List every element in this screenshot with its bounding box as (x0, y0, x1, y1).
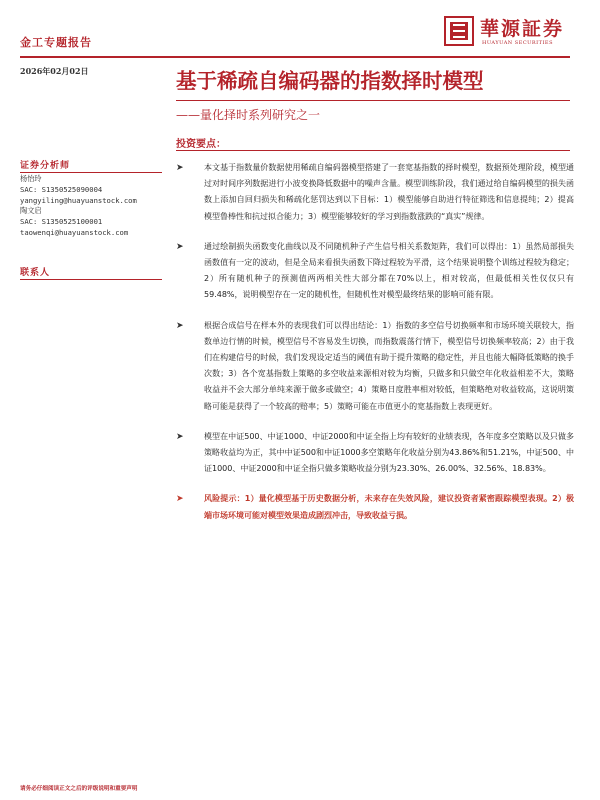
arrow-right-icon: ➤ (176, 431, 184, 442)
report-date: 2026年02月02日 (20, 66, 89, 76)
analysts-heading: 证券分析师 (20, 161, 71, 171)
contact-heading: 联系人 (20, 268, 51, 278)
logo-text: 華源証券 (480, 18, 565, 40)
analyst-name: 杨怡玲 (20, 174, 42, 183)
analyst-email[interactable]: taowenqi@huayuanstock.com (20, 227, 129, 237)
key-point-text: 根据合成信号在样本外的表现我们可以得出结论：1）指数的多空信号切换频率和市场环境关联较大，指数单边行情的时候，模型信号不容易发生切换，而指数震荡行情下，模型信号切换频率较高；2）由于我们在构建信号的时候，我们发现设定适当的阈值有助于提升策略的稳定性，并且也能大幅降低策略的换手次数；3）各个宽基指数上策略的多空收益来源相对较为均衡，只做多和只做空年化收益相差不大，策略收益并不会大部分单纯来源于做多或做空；4）策略日度胜率相对较低，但策略绝对收益较高，这说明策略可能是获得了一个较高的赔率；5）策略可能在市值更小的宽基指数上表现更好。 (204, 320, 574, 411)
key-point-item (176, 318, 574, 415)
analyst-sac: SAC: S1350525090004 (20, 184, 103, 194)
risk-warning-text: 风险提示：1）量化模型基于历史数据分析，未来存在失效风险，建议投资者紧密跟踪模型表现。2）极端市场环境可能对模型效果造成剧烈冲击，导致收益亏损。 (204, 494, 574, 520)
header-divider (20, 56, 570, 58)
analysts-divider (20, 172, 162, 173)
title-divider (176, 100, 570, 101)
logo-english: HUAYUAN SECURITIES (482, 40, 554, 46)
analyst-email[interactable]: yangyiling@huayuanstock.com (20, 195, 137, 205)
arrow-right-icon: ➤ (176, 320, 184, 331)
report-type: 金工专题报告 (20, 36, 92, 49)
key-points-heading: 投资要点： (176, 139, 226, 150)
key-point-text: 本文基于指数量价数据使用稀疏自编码器模型搭建了一套宽基指数的择时模型，数据预处理阶段，模型通过对时间序列数据进行小波变换降低数据中的噪声含量。模型训练阶段，我们通过给自编码模型的损失函数上添加自回归损失和稀疏化惩罚达到以下目标：1）模型能够自助进行特征筛选和信息提纯；2）提高模型鲁棒性和抗过拟合能力；3）模型能够较好的学习到指数涨跌的“真实”规律。 (204, 163, 574, 221)
arrow-right-icon: ➤ (176, 494, 184, 505)
analyst-sac: SAC: S1350525100001 (20, 217, 103, 227)
key-point-item (176, 429, 574, 478)
arrow-right-icon: ➤ (176, 241, 184, 252)
page-subtitle: ——量化择时系列研究之一 (176, 108, 321, 122)
contact-divider (20, 279, 162, 280)
logo-icon (444, 16, 474, 46)
key-points-divider (176, 150, 570, 151)
key-point-text: 通过绘制损失函数变化曲线以及不同随机种子产生信号相关系数矩阵，我们可以得出：1）虽然局部损失函数值有一定的波动，但是全局来看损失函数下降过程较为平滑，这个结果说明整个训练过程较为稳定；2）所有随机种子的预测值两两相关性大部分都在70%以上，相对较高，但最低相关性仅仅只有59.48%，说明模型存在一定的随机性，但随机性对模型最终结果的影响可能有限。 (204, 241, 574, 300)
risk-warning (176, 491, 574, 523)
key-point-item (176, 239, 574, 304)
footer-disclaimer: 请务必仔细阅读正文之后的评级说明和重要声明 (20, 786, 138, 792)
key-points-list (176, 160, 574, 538)
analyst-name: 陶文启 (20, 206, 42, 216)
page-title: 基于稀疏自编码器的指数择时模型 (176, 69, 484, 93)
key-point-text: 模型在中证500、中证1000、中证2000和中证全指上均有较好的业绩表现，各年度多空策略以及只做多策略收益均为正，其中中证500和中证1000多空策略年化收益分别为43.86%和51.21%，中证500、中证1000、中证2000和中证全指只做多策略收益分别为23.30%、26.00%、32.56%、18.83%。 (204, 431, 574, 474)
arrow-right-icon: ➤ (176, 163, 184, 173)
analysts-list (20, 174, 170, 239)
key-point-item (176, 160, 574, 225)
